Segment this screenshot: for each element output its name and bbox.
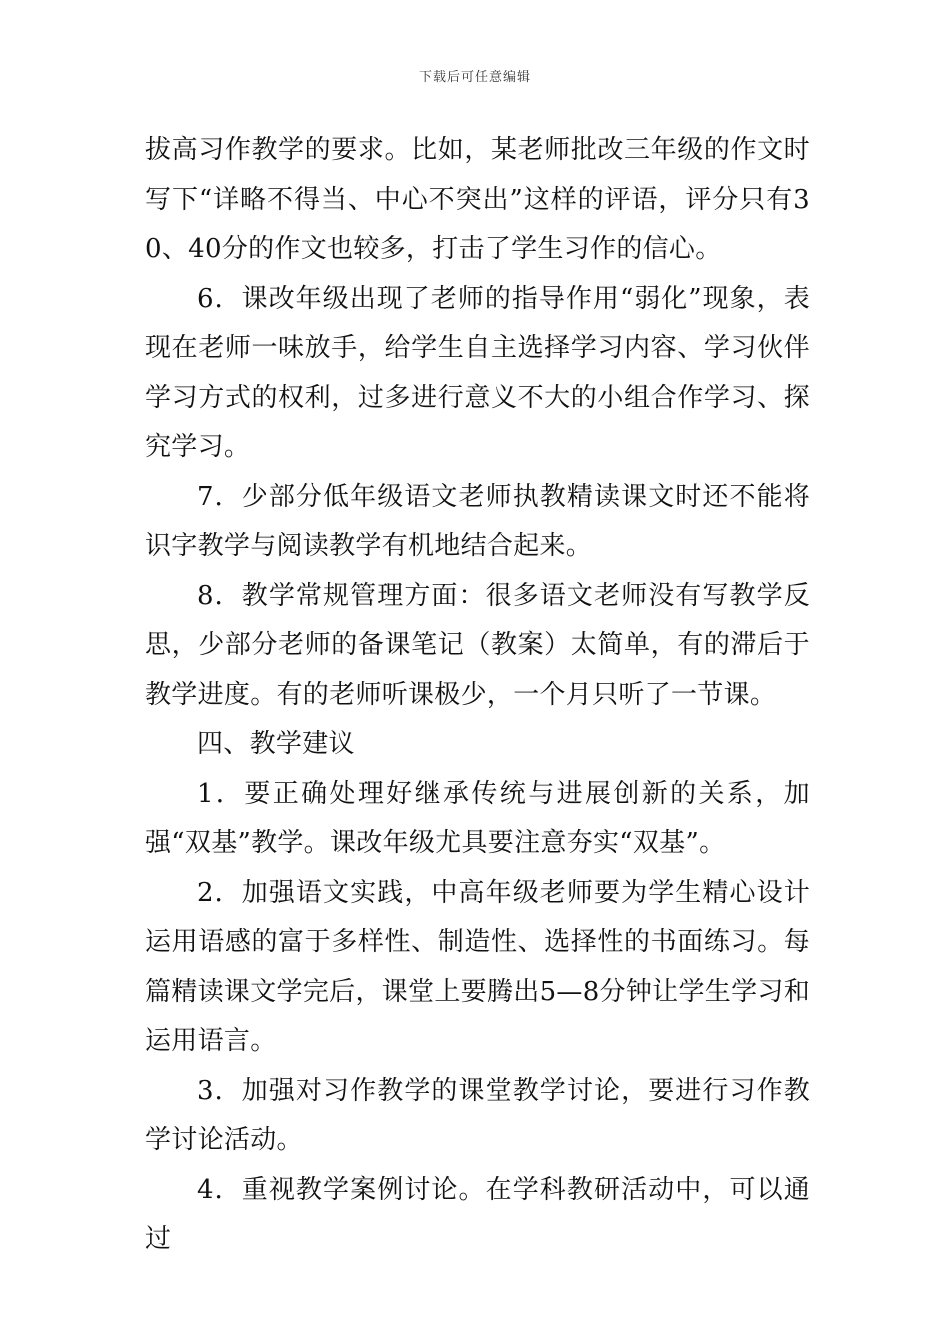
document-body [145, 126, 810, 1265]
paragraph-continuation: 拔高习作教学的要求。比如，某老师批改三年级的作文时写下“详略不得当、中心不突出”这样的评语，评分只有30、40分的作文也较多，打击了学生习作的信心。 [145, 135, 810, 264]
paragraph-suggestion-2: 2．加强语文实践，中高年级老师要为学生精心设计运用语感的富于多样性、制造性、选择性的书面练习。每篇精读课文学完后，课堂上要腾出5—8分钟让学生学习和运用语言。 [145, 877, 810, 1056]
paragraph-suggestion-3: 3．加强对习作教学的课堂教学讨论，要进行习作教学讨论活动。 [145, 1075, 810, 1155]
section-heading-teaching-suggestions: 四、教学建议 [197, 729, 355, 759]
paragraph-suggestion-1: 1．要正确处理好继承传统与进展创新的关系，加强“双基”教学。课改年级尤具要注意夯实“双基”。 [145, 778, 810, 858]
header-note: 下载后可任意编辑 [418, 70, 531, 85]
paragraph-suggestion-4: 4．重视教学案例讨论。在学科教研活动中，可以通过 [145, 1174, 810, 1254]
paragraph-item-8: 8．教学常规管理方面：很多语文老师没有写教学反思，少部分老师的备课笔记（教案）太简单，有的滞后于教学进度。有的老师听课极少，一个月只听了一节课。 [145, 580, 810, 710]
paragraph-item-7: 7．少部分低年级语文老师执教精读课文时还不能将识字教学与阅读教学有机地结合起来。 [145, 481, 810, 561]
paragraph-item-6: 6．课改年级出现了老师的指导作用“弱化”现象，表现在老师一味放手，给学生自主选择学习内容、学习伙伴学习方式的权利，过多进行意义不大的小组合作学习、探究学习。 [145, 283, 810, 462]
